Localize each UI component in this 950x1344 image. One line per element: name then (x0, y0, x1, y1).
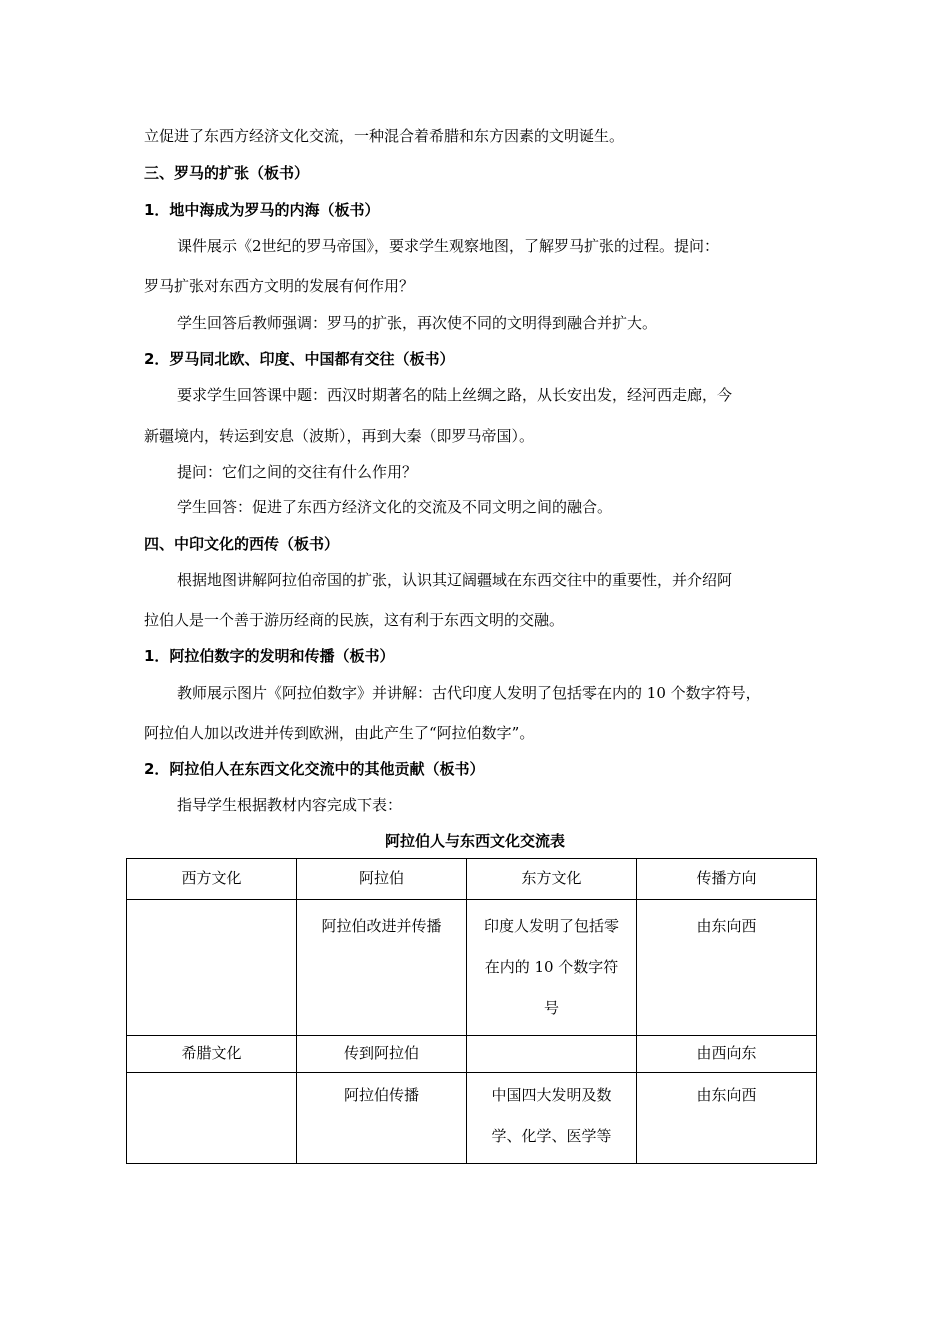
cell-east-line: 号 (543, 999, 559, 1017)
header-cell-arab: 阿拉伯 (297, 859, 467, 900)
cell-east (467, 1036, 637, 1073)
cell-direction: 由西向东 (637, 1036, 817, 1073)
paragraph: 根据地图讲解阿拉伯帝国的扩张，认识其辽阔疆域在东西交往中的重要性，并介绍阿 (177, 571, 733, 589)
cell-east (467, 900, 637, 1036)
cell-arab-text: 阿拉伯传播 (343, 1086, 419, 1104)
paragraph-continuation: 阿拉伯人加以改进并传到欧洲，由此产生了“阿拉伯数字”。 (144, 724, 535, 742)
paragraph: 学生回答：促进了东西方经济文化的交流及不同文明之间的融合。 (177, 498, 613, 516)
cell-west (127, 1073, 297, 1164)
paragraph-continuation: 拉伯人是一个善于游历经商的民族，这有利于东西文明的交融。 (144, 611, 565, 629)
table-title: 阿拉伯人与东西文化交流表 (384, 832, 565, 850)
subsection-heading: 1．阿拉伯数字的发明和传播（板书） (144, 647, 395, 665)
cell-east-line: 印度人发明了包括零 (483, 917, 619, 935)
table-row (127, 1036, 817, 1073)
section-heading: 三、罗马的扩张（板书） (144, 164, 310, 182)
paragraph-continuation: 罗马扩张对东西方文明的发展有何作用？ (144, 277, 415, 295)
paragraph: 立促进了东西方经济文化交流，一种混合着希腊和东方因素的文明诞生。 (144, 127, 625, 145)
cell-direction (637, 900, 817, 1036)
cell-west (127, 900, 297, 1036)
cell-west: 希腊文化 (127, 1036, 297, 1073)
paragraph: 学生回答后教师强调：罗马的扩张，再次使不同的文明得到融合并扩大。 (177, 314, 658, 332)
table-row (127, 900, 817, 1036)
cell-east-line: 在内的 10 个数字符 (484, 958, 619, 976)
cell-arab-text: 阿拉伯改进并传播 (321, 917, 442, 935)
subsection-heading: 1．地中海成为罗马的内海（板书） (144, 201, 380, 219)
cell-east-line: 中国四大发明及数 (491, 1086, 612, 1104)
table-row (127, 1073, 817, 1164)
paragraph: 要求学生回答课中题：西汉时期著名的陆上丝绸之路，从长安出发，经河西走廊，今 (177, 386, 733, 404)
cell-direction-text: 由东向西 (696, 1086, 757, 1104)
paragraph: 课件展示《2世纪的罗马帝国》，要求学生观察地图，了解罗马扩张的过程。提问： (177, 237, 720, 255)
cell-arab (297, 1073, 467, 1164)
paragraph: 指导学生根据教材内容完成下表： (177, 796, 403, 814)
paragraph: 提问：它们之间的交往有什么作用？ (177, 463, 418, 481)
cell-direction-text: 由东向西 (696, 917, 757, 935)
paragraph: 教师展示图片《阿拉伯数字》并讲解：古代印度人发明了包括零在内的 10 个数字符号， (177, 684, 761, 702)
exchange-table (126, 858, 817, 1164)
section-heading: 四、中印文化的西传（板书） (144, 535, 340, 553)
cell-direction (637, 1073, 817, 1164)
header-cell-east: 东方文化 (467, 859, 637, 900)
subsection-heading: 2．阿拉伯人在东西文化交流中的其他贡献（板书） (144, 760, 485, 778)
cell-arab (297, 900, 467, 1036)
cell-arab: 传到阿拉伯 (297, 1036, 467, 1073)
header-cell-direction: 传播方向 (637, 859, 817, 900)
paragraph-continuation: 新疆境内，转运到安息（波斯），再到大秦（即罗马帝国）。 (144, 427, 535, 445)
header-cell-west: 西方文化 (127, 859, 297, 900)
cell-east (467, 1073, 637, 1164)
subsection-heading: 2．罗马同北欧、印度、中国都有交往（板书） (144, 350, 455, 368)
table-header-row (127, 859, 817, 900)
cell-east-line: 学、化学、医学等 (491, 1127, 612, 1145)
